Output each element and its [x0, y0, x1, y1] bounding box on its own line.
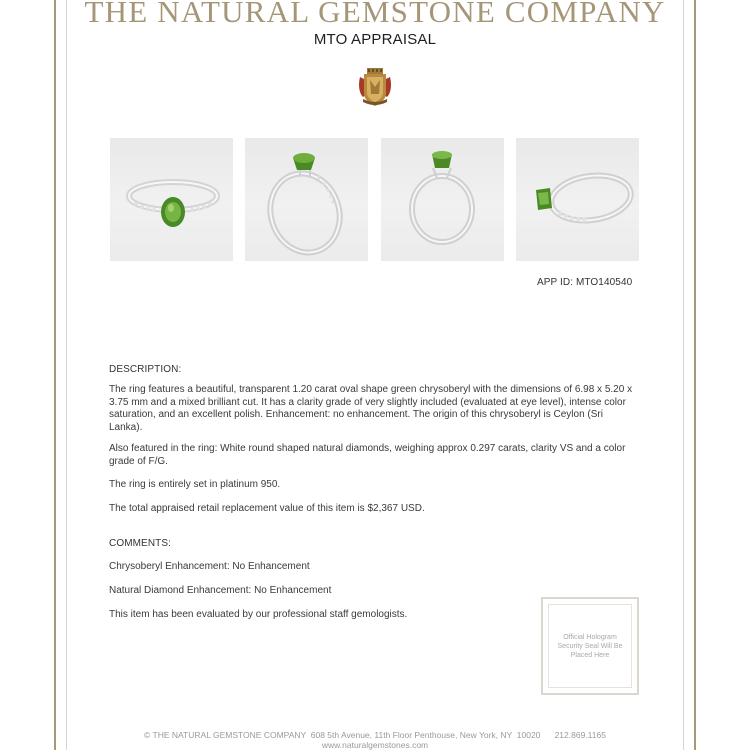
comment-evaluation: This item has been evaluated by our professional staff gemologists. [109, 609, 408, 620]
hologram-seal-text: Official Hologram Security Seal Will Be Placed Here [548, 604, 632, 688]
crest-logo-icon [357, 67, 393, 109]
company-name: THE NATURAL GEMSTONE COMPANY [84, 0, 666, 29]
description-heading: DESCRIPTION: [109, 364, 182, 375]
footer-address: © THE NATURAL GEMSTONE COMPANY 608 5th Avenue, 11th Floor Penthouse, New York, NY 10020 212.869.1165 [144, 730, 606, 740]
hologram-seal-placeholder [541, 597, 639, 695]
footer-website: www.naturalgemstones.com [321, 740, 429, 750]
description-paragraph-value: The total appraised retail replacement value of this item is $2,367 USD. [109, 503, 425, 514]
page-border-left-inner [66, 0, 67, 750]
document-title: MTO APPRAISAL [313, 31, 437, 48]
comment-diamond: Natural Diamond Enhancement: No Enhancement [109, 585, 332, 596]
ring-photo-top-view [110, 138, 233, 261]
page-border-left-outer [54, 0, 56, 750]
appraisal-id: APP ID: MTO140540 [537, 277, 633, 288]
ring-photo-front-view [381, 138, 504, 261]
ring-photo-profile-view [516, 138, 639, 261]
page-border-right-inner [683, 0, 684, 750]
page-border-right-outer [694, 0, 696, 750]
description-paragraph-metal: The ring is entirely set in platinum 950. [109, 479, 281, 490]
description-paragraph-diamonds: Also featured in the ring: White round shaped natural diamonds, weighing approx 0.297 carats, clarity VS and a color grade of F/G. [109, 443, 626, 467]
description-paragraph-gem: The ring features a beautiful, transparent 1.20 carat oval shape green chrysoberyl with the dimensions of 6.98 x 5.20 x 3.75 mm and a mixed brilliant cut. It has a clarity grade of very slightly included (evaluated at eye level), intense color saturation, and an excellent polish. Enhancement: no enhancement. The origin of this chrysoberyl is Ceylon (Sri Lanka). [109, 384, 633, 433]
comment-chrysoberyl: Chrysoberyl Enhancement: No Enhancement [109, 561, 310, 572]
ring-photo-angled-view [245, 138, 368, 261]
comments-heading: COMMENTS: [109, 538, 172, 549]
